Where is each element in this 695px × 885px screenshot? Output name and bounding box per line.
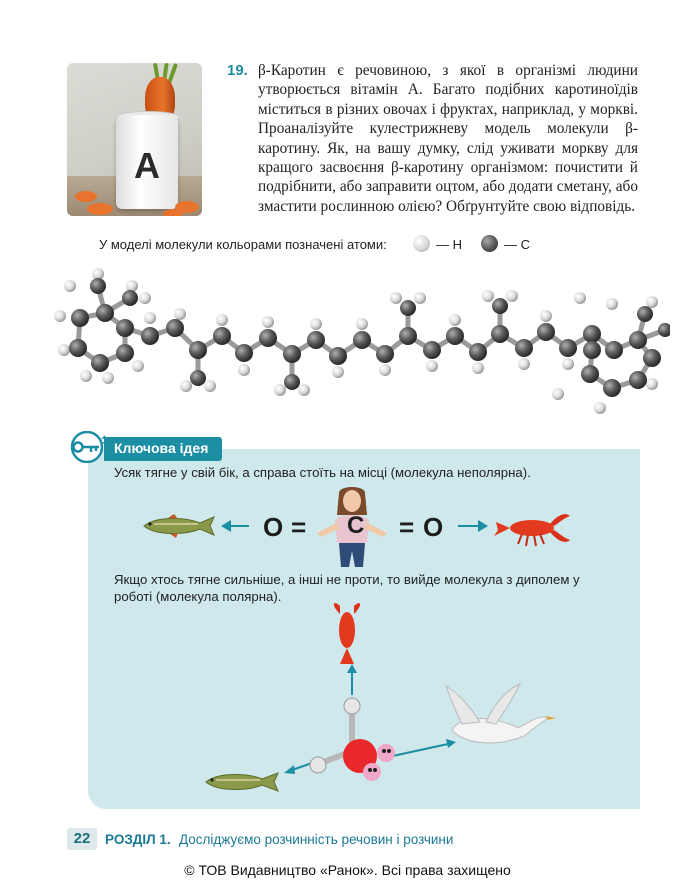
copyright-notice: © ТОВ Видавництво «Ранок». Всі права захищено bbox=[184, 862, 511, 878]
swan-icon bbox=[446, 684, 556, 743]
arrow-right-icon bbox=[458, 525, 480, 527]
beta-carotene-molecule-model bbox=[40, 258, 670, 428]
oxygen-left-letter: O bbox=[263, 512, 284, 542]
legend-hydrogen-label: — H bbox=[436, 237, 462, 252]
chapter-title: Досліджуємо розчинність речовин і розчини bbox=[179, 832, 454, 847]
task-text: β-Каротин є речовиною, з якої в організмі людини утворюється вітамін А. Багато подібних каротиноїдів міститься в різних овочах і фруктах, наприклад, у моркві. Проаналізуйте кулестрижневу модель молекули β-каротину. Як, на вашу думку, слід уживати моркву для кращого засвоєння β-каротину організмом: почистити й подрібнити, або заправити оцтом, або додати сметану, або змастити рослинною олією? Обґрунтуйте свою відповідь. bbox=[258, 62, 638, 215]
crayfish-top-icon bbox=[334, 603, 360, 664]
chapter-label: РОЗДІЛ 1. bbox=[105, 832, 171, 847]
legend-carbon-label: — C bbox=[504, 237, 530, 252]
double-bond-left: = bbox=[291, 512, 307, 542]
arrowhead-right-icon bbox=[478, 520, 488, 532]
polar-molecule-illustration bbox=[200, 600, 560, 800]
carrot-vitamin-photo bbox=[67, 63, 202, 216]
legend-text: У моделі молекули кольорами позначені атоми: bbox=[99, 237, 387, 252]
page-number: 22 bbox=[73, 830, 91, 847]
crayfish-icon bbox=[492, 506, 572, 550]
hydrogen-ball-icon bbox=[413, 235, 430, 252]
carbon-letter: C bbox=[347, 512, 365, 539]
oxygen-right-letter: O bbox=[423, 512, 444, 542]
arrowhead-left-icon bbox=[221, 520, 231, 532]
carbon-ball-icon bbox=[481, 235, 498, 252]
key-icon bbox=[67, 431, 111, 463]
vitamin-a-letter: A bbox=[134, 145, 160, 186]
double-bond-right: = bbox=[399, 512, 415, 542]
pike-fish-bottom-icon bbox=[206, 773, 278, 791]
polar-statement: Якщо хтось тягне сильніше, а інші не проти, то вийде молекула з диполем у роботі (молекула полярна). bbox=[114, 572, 580, 604]
task-number: 19. bbox=[227, 62, 248, 79]
pike-fish-icon bbox=[138, 512, 218, 540]
nonpolar-statement: Усяк тягне у свій бік, а справа стоїть на місці (молекула неполярна). bbox=[114, 465, 531, 480]
key-idea-title: Ключова ідея bbox=[114, 440, 209, 456]
